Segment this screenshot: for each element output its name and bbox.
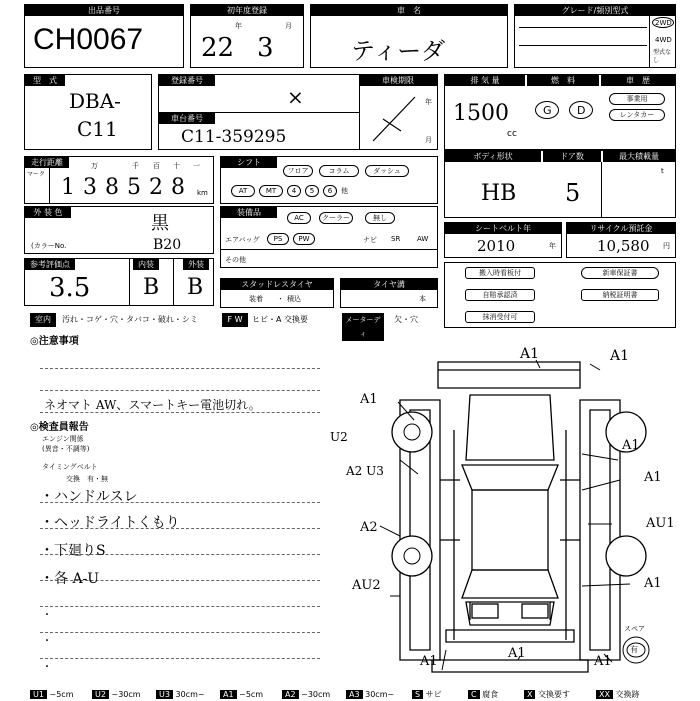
wheel-rear-left [392, 536, 432, 576]
drive-2wd-circle [652, 17, 674, 28]
mileage-mark-label: マーク [27, 171, 46, 178]
condition-bar [30, 313, 440, 338]
doc-warranty: 新車保証書 [581, 267, 659, 279]
doors-value: 5 [565, 179, 581, 207]
shift-5: 5 [305, 185, 319, 197]
shift-box [220, 156, 438, 204]
score-value: 3.5 [49, 273, 91, 303]
registration-value: × [287, 85, 304, 109]
mileage-unit-ju: 十 [173, 162, 180, 170]
seatbelt-label: シートベルト年 [445, 223, 561, 234]
legend-a1: A1 ~5cm [220, 688, 263, 701]
equip-ps: PS [267, 233, 289, 245]
fuel-d: D [577, 104, 586, 117]
rear-light-left [472, 604, 498, 618]
mark-au1: AU1 [646, 516, 675, 531]
interior-label: 内装 [133, 259, 159, 270]
first-reg-year-unit: 年 [235, 22, 242, 30]
fw-label: F W [222, 313, 248, 327]
history-opt-1: 事業用 [609, 93, 665, 105]
inspection-label: 車検期限 [359, 75, 437, 86]
chassis-value: C11-359295 [181, 127, 287, 147]
mileage-digit-2: 3 [83, 175, 97, 200]
fuel-label: 燃 料 [527, 75, 599, 86]
recycle-unit: 円 [663, 242, 670, 250]
odo-label: メーターディ [342, 313, 384, 341]
studless-equipped: 装着 [249, 295, 263, 303]
studless-box [220, 278, 334, 308]
wheel-rear-right [606, 536, 646, 576]
legend-xx: XX 交換跡 [596, 688, 640, 701]
seatbelt-value: 2010 [477, 237, 516, 255]
body-type-value: HB [481, 181, 517, 206]
drive-4wd: 4WD [655, 36, 672, 44]
model-value-2: C11 [77, 117, 118, 141]
mark-a1-bottom-3: A1 [594, 654, 612, 669]
mileage-label: 走行距離 [25, 157, 69, 168]
chassis-label: 車台番号 [159, 113, 215, 124]
mark-a1-top-right: A1 [610, 348, 630, 364]
exterior-value: B [187, 275, 204, 300]
trunk [466, 602, 554, 625]
inspector-bullet-6: ・ [42, 636, 52, 647]
studless-sep: ・ [277, 295, 284, 303]
recycle-label: リサイクル預託金 [567, 223, 675, 234]
seatbelt-unit: 年 [549, 242, 556, 250]
studless-label: スタッドレスタイヤ [221, 279, 333, 290]
mark-a1-bottom-1: A1 [420, 654, 438, 669]
displacement-unit: cc [507, 129, 517, 139]
color-code-label: (カラーNo. [31, 242, 67, 250]
legend-c: C 腐食 [468, 688, 498, 701]
mileage-unit-man: 万 [91, 162, 98, 170]
first-registration-box [190, 4, 304, 68]
equipment-label: 装備品 [221, 207, 277, 218]
tire-depth-unit: 本 [419, 295, 426, 303]
interior-cond-text: 汚れ・コゲ・穴・タバコ・破れ・シミ [62, 315, 198, 324]
doc-insurance: 自賠承認済 [465, 289, 535, 301]
fw-text: ヒビ・A 交換要 [252, 315, 309, 324]
mileage-digit-6: 8 [171, 175, 185, 200]
first-registration-label: 初年度登録 [191, 5, 303, 16]
doc-cancel: 抹消受付可 [465, 311, 535, 323]
mileage-unit-hyaku: 百 [153, 162, 160, 170]
mark-a2-door: A2 [360, 520, 378, 535]
drive-none: 型式なし [653, 49, 672, 64]
lot-number-box [24, 4, 184, 68]
registration-box [158, 74, 438, 150]
rear-light-right [522, 604, 548, 618]
roof [472, 490, 548, 570]
inspector-item-4: ・各 A-U [40, 571, 100, 587]
mark-u2-fender: U2 [330, 430, 348, 444]
color-box [24, 206, 214, 254]
mark-a1-top-left: A1 [520, 346, 540, 362]
grade-label: グレード/頻別型式 [515, 5, 675, 16]
displacement-value: 1500 [453, 101, 509, 126]
notes-line-1: ネオマト AW、スマートキー電池切れ。 [44, 398, 261, 412]
grade-box [514, 4, 676, 68]
recycle-box [566, 222, 676, 258]
engine-notes-label: エンジン関係 [42, 435, 84, 443]
equip-ac: AC [287, 212, 311, 224]
color-value: 黒 [151, 213, 169, 234]
mark-a1-bottom-2: A1 [508, 646, 526, 661]
spare-label: スペア [624, 625, 645, 633]
shift-6: 6 [323, 185, 337, 197]
shift-other: 他 [341, 187, 348, 195]
lot-number-label: 出品番号 [25, 5, 183, 16]
equipment-box [220, 206, 438, 268]
rear-bumper [446, 630, 574, 642]
tire-depth-label: タイヤ溝 [341, 279, 437, 290]
capacity-unit: t [661, 167, 664, 175]
mark-a1-hood: A1 [360, 392, 378, 407]
equip-none: 無し [365, 212, 395, 224]
mileage-digit-4: 5 [127, 175, 141, 200]
legend-u2: U2 ~30cm [92, 688, 141, 701]
mark-a1-right-2: A1 [644, 470, 662, 485]
drive-2wd: 2WD [655, 19, 672, 27]
mileage-digit-3: 8 [105, 175, 119, 200]
equip-navi: ナビ [363, 236, 377, 244]
exterior-label: 外装 [183, 259, 209, 270]
mark-a1-right-3: A1 [644, 576, 662, 591]
color-label: 外 装 色 [25, 207, 71, 218]
inspector-bullet-7: ・ [42, 662, 52, 673]
color-code-value: B20 [153, 237, 182, 253]
interior-value: B [143, 275, 160, 300]
legend-s: S サビ [412, 688, 442, 701]
equip-other: その他 [225, 256, 246, 264]
engine-notes-sub: (異音・不調等) [42, 445, 90, 453]
history-label: 車 歴 [601, 75, 675, 86]
spare-value: 有 [630, 645, 638, 654]
first-reg-month: 3 [257, 33, 274, 63]
interior-cond-label: 室内 [30, 313, 56, 327]
equip-aw: AW [417, 235, 429, 243]
tire-depth-box [340, 278, 438, 308]
score-label: 参考評価点 [25, 259, 75, 270]
mileage-digit-1: 1 [61, 175, 75, 200]
seatbelt-box [444, 222, 562, 258]
timing-belt-label: タイミングベルト [42, 463, 98, 471]
mileage-unit-ichi: 一 [193, 162, 200, 170]
mileage-box [24, 156, 214, 204]
body-type-label: ボディ形状 [445, 151, 541, 162]
shift-at: AT [231, 185, 255, 197]
inspection-month-unit: 月 [425, 136, 432, 144]
legend-bar [30, 688, 670, 701]
lot-number-value: CH0067 [33, 23, 144, 56]
engine-box [444, 74, 676, 150]
first-reg-month-unit: 月 [285, 22, 292, 30]
legend-a3: A3 30cm~ [346, 688, 394, 701]
legend-u3: U3 30cm~ [156, 688, 205, 701]
odo-text: 欠・穴 [394, 315, 418, 324]
recycle-value: 10,580 [597, 237, 650, 255]
body-box [444, 150, 676, 218]
mark-a2-u3: A2 U3 [346, 464, 384, 478]
hood [466, 395, 554, 460]
shift-4: 4 [287, 185, 301, 197]
registration-label: 登録番号 [159, 75, 215, 86]
shift-column: コラム [319, 165, 359, 177]
model-label: 型 式 [25, 75, 65, 86]
inspection-year-unit: 年 [425, 98, 432, 106]
mileage-unit: km [197, 189, 208, 197]
equip-pw: PW [293, 233, 315, 245]
shift-floor: フロア [283, 165, 313, 177]
equip-airbag: エアバッグ [225, 236, 260, 244]
mark-a1-right-1: A1 [622, 438, 640, 453]
equip-sr: SR [391, 235, 401, 243]
studless-loaded: 積込 [287, 295, 301, 303]
score-box [24, 258, 214, 306]
car-name-label: 車 名 [311, 5, 507, 16]
doc-tax: 納税証明書 [581, 289, 659, 301]
shift-mt: MT [259, 185, 283, 197]
first-reg-year: 22 [201, 33, 235, 63]
equip-cooler: クーラー [319, 212, 353, 224]
rear-window [462, 570, 558, 598]
legend-a2: A2 ~30cm [282, 688, 330, 701]
windshield [462, 465, 558, 490]
fuel-g: G [543, 104, 552, 117]
inspector-bullet-5: ・ [42, 610, 52, 621]
inspector-item-2: ・ヘッドライトくもり [40, 515, 180, 531]
shift-label: シフト [221, 157, 277, 168]
mark-au2: AU2 [352, 578, 381, 593]
shift-dash: ダッシュ [365, 165, 409, 177]
car-name-box [310, 4, 508, 68]
mileage-unit-sen: 千 [132, 162, 139, 170]
car-name-value: ティーダ [351, 37, 446, 65]
legend-x: X 交換要す [524, 688, 570, 701]
history-opt-2: レンタカー [609, 109, 665, 121]
timing-belt-sub: 交換 有・無 [66, 475, 108, 483]
inspector-item-1: ・ハンドルスレ [40, 489, 138, 505]
mileage-digit-5: 2 [149, 175, 163, 200]
inspector-item-3: ・下廻りS [40, 543, 106, 559]
inspector-title: ◎検査員報告 [30, 422, 89, 433]
inspection-strike [369, 91, 419, 145]
capacity-label: 最大積載量 [603, 151, 675, 162]
legend-u1: U1 ~5cm [30, 688, 73, 701]
displacement-label: 排 気 量 [445, 75, 525, 86]
front-bumper [438, 370, 580, 388]
doors-label: ドア数 [543, 151, 601, 162]
model-value-1: DBA- [69, 89, 121, 113]
model-box [24, 74, 152, 150]
doc-signboard: 搬入時看板付 [465, 267, 535, 279]
notes-title: ◎注意事項 [30, 336, 79, 347]
documents-box [444, 262, 676, 328]
